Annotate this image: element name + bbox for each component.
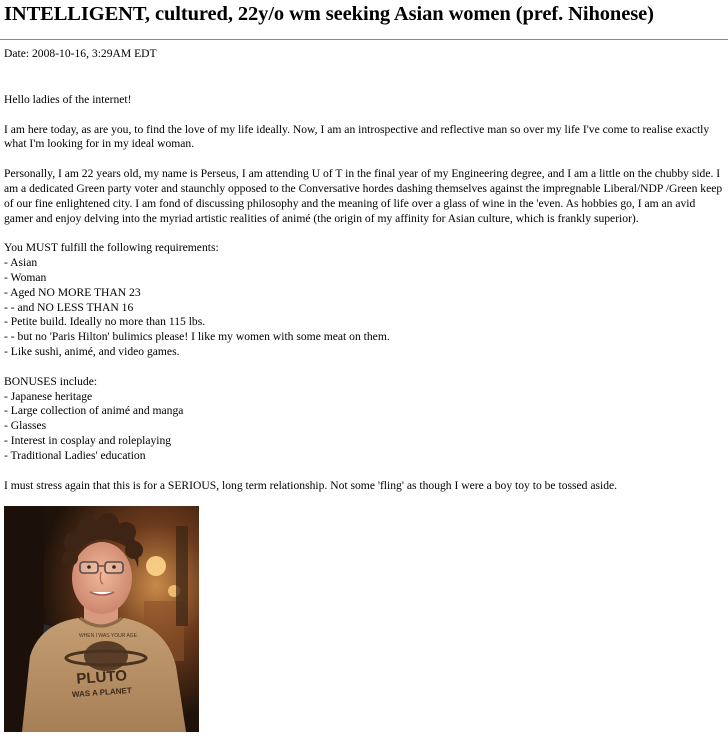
profile-photo — [4, 506, 199, 732]
list-item: - Woman — [4, 270, 47, 284]
bonuses-list — [4, 375, 726, 464]
intro-paragraph: I am here today, as are you, to find the love of my life ideally. Now, I am an introspective and reflective man so over my life I've come to realise exactly what I'm looking for in my ideal woman. — [4, 122, 710, 151]
shirt-main-text: PLUTO — [75, 667, 128, 688]
about-paragraph: Personally, I am 22 years old, my name is Perseus, I am attending U of T in the final year of my Engineering degree, and I am a little on the chubby side. I am a dedicated Green party voter and staunchly opposed to the Conversative hordes dashing themselves against the impregnable Liberal/NDP /Green keep of our fine enlightened city. I am fond of discussing philosophy and the meaning of life over a glass of wine in the 'even. As hobbies go, I am an avid gamer and enjoy delving into the myriad artistic realities of animé (the origin of my affinity for Asian culture, which is frankly superior). — [4, 167, 723, 225]
list-item: - Glasses — [4, 419, 47, 433]
list-item: - Large collection of animé and manga — [4, 404, 184, 418]
requirements-heading: You MUST fulfill the following requirements: — [4, 241, 219, 255]
shirt-sub-text: WAS A PLANET — [71, 685, 132, 700]
title-divider — [0, 39, 728, 40]
closing-paragraph: I must stress again that this is for a SERIOUS, long term relationship. Not some 'fling' as though I were a boy toy to be tossed aside. — [4, 478, 618, 492]
list-item: - - and NO LESS THAN 16 — [4, 300, 134, 314]
profile-photo-illustration — [4, 506, 199, 732]
shirt-small-text: WHEN I WAS YOUR AGE — [78, 633, 138, 639]
post-title: INTELLIGENT, cultured, 22y/o wm seeking Asian women (pref. Nihonese) — [4, 3, 654, 25]
post-body — [4, 47, 726, 508]
list-item: - Interest in cosplay and roleplaying — [4, 433, 172, 447]
list-item: - Aged NO MORE THAN 23 — [4, 285, 141, 299]
bonuses-heading: BONUSES include: — [4, 374, 98, 388]
post-date: Date: 2008-10-16, 3:29AM EDT — [4, 47, 157, 60]
greeting-paragraph: Hello ladies of the internet! — [4, 92, 132, 106]
list-item: - Like sushi, animé, and video games. — [4, 344, 180, 358]
list-item: - Asian — [4, 256, 38, 270]
list-item: - Petite build. Ideally no more than 115 lbs. — [4, 315, 206, 329]
list-item: - Traditional Ladies' education — [4, 448, 146, 462]
list-item: - - but no 'Paris Hilton' bulimics please! I like my women with some meat on them. — [4, 330, 390, 344]
requirements-list — [4, 241, 726, 359]
list-item: - Japanese heritage — [4, 389, 93, 403]
